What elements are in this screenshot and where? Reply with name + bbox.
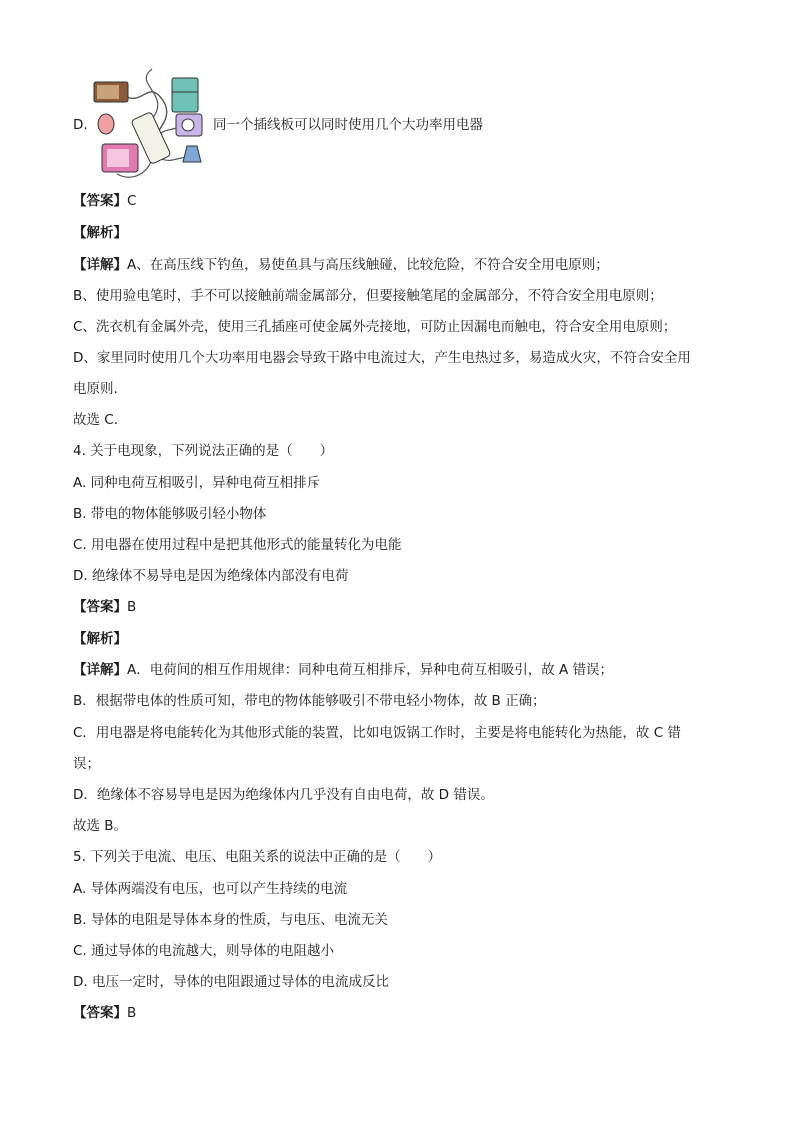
q3-detail-d-1: D、家里同时使用几个大功率用电器会导致干路中电流过大，产生电热过多，易造成火灾，不符合安全用 <box>73 350 691 366</box>
q5-question: 5. 下列关于电流、电压、电阻关系的说法中正确的是（ ） <box>73 849 442 865</box>
q3-detail-b: B、使用验电笔时，手不可以接触前端金属部分，但要接触笔尾的金属部分，不符合安全用电原则； <box>73 288 663 304</box>
q4-detail-b: B．根据带电体的性质可知，带电的物体能够吸引不带电轻小物体，故 B 正确； <box>73 693 546 709</box>
q3-option-d-text: 同一个插线板可以同时使用几个大功率用电器 <box>213 117 483 133</box>
q4-detail-a: 【详解】A．电荷间的相互作用规律：同种电荷互相排斥，异种电荷互相吸引，故 A 错误； <box>73 662 614 678</box>
q4-question: 4. 关于电现象，下列说法正确的是（ ） <box>73 443 334 459</box>
q5-answer: 【答案】B <box>73 1005 137 1021</box>
q4-detail-c-2: 误； <box>73 756 100 772</box>
q4-detail-c-1: C．用电器是将电能转化为其他形式能的装置，比如电饭锅工作时，主要是将电能转化为热能，故 C 错 <box>73 725 681 741</box>
q4-option-c: C. 用电器在使用过程中是把其他形式的能量转化为电能 <box>73 537 402 553</box>
q3-conclusion: 故选 C. <box>73 412 119 428</box>
q4-option-a: A. 同种电荷互相吸引，异种电荷互相排斥 <box>73 475 321 491</box>
q3-answer: 【答案】C <box>73 193 137 209</box>
q5-option-b: B. 导体的电阻是导体本身的性质，与电压、电流无关 <box>73 912 388 928</box>
q5-option-a: A. 导体两端没有电压，也可以产生持续的电流 <box>73 881 348 897</box>
q5-option-c: C. 通过导体的电流越大，则导体的电阻越小 <box>73 943 335 959</box>
q3-detail-d-2: 电原则. <box>73 381 118 397</box>
q5-option-d: D. 电压一定时，导体的电阻跟通过导体的电流成反比 <box>73 974 389 990</box>
power-strip-appliances-illustration <box>92 64 210 182</box>
q4-answer: 【答案】B <box>73 599 137 615</box>
q3-detail-a: 【详解】A、在高压线下钓鱼，易使鱼具与高压线触碰，比较危险，不符合安全用电原则； <box>73 257 609 273</box>
q3-detail-c: C、洗衣机有金属外壳，使用三孔插座可使金属外壳接地，可防止因漏电而触电，符合安全用电原则； <box>73 319 677 335</box>
q4-detail-d: D．绝缘体不容易导电是因为绝缘体内几乎没有自由电荷，故 D 错误。 <box>73 787 494 803</box>
q4-analysis-tag: 【解析】 <box>73 631 127 647</box>
q4-conclusion: 故选 B。 <box>73 818 128 834</box>
q4-option-b: B. 带电的物体能够吸引轻小物体 <box>73 506 267 522</box>
q4-option-d: D. 绝缘体不易导电是因为绝缘体内部没有电荷 <box>73 568 349 584</box>
q3-option-d-letter: D. <box>73 117 88 133</box>
q3-analysis-tag: 【解析】 <box>73 225 127 241</box>
